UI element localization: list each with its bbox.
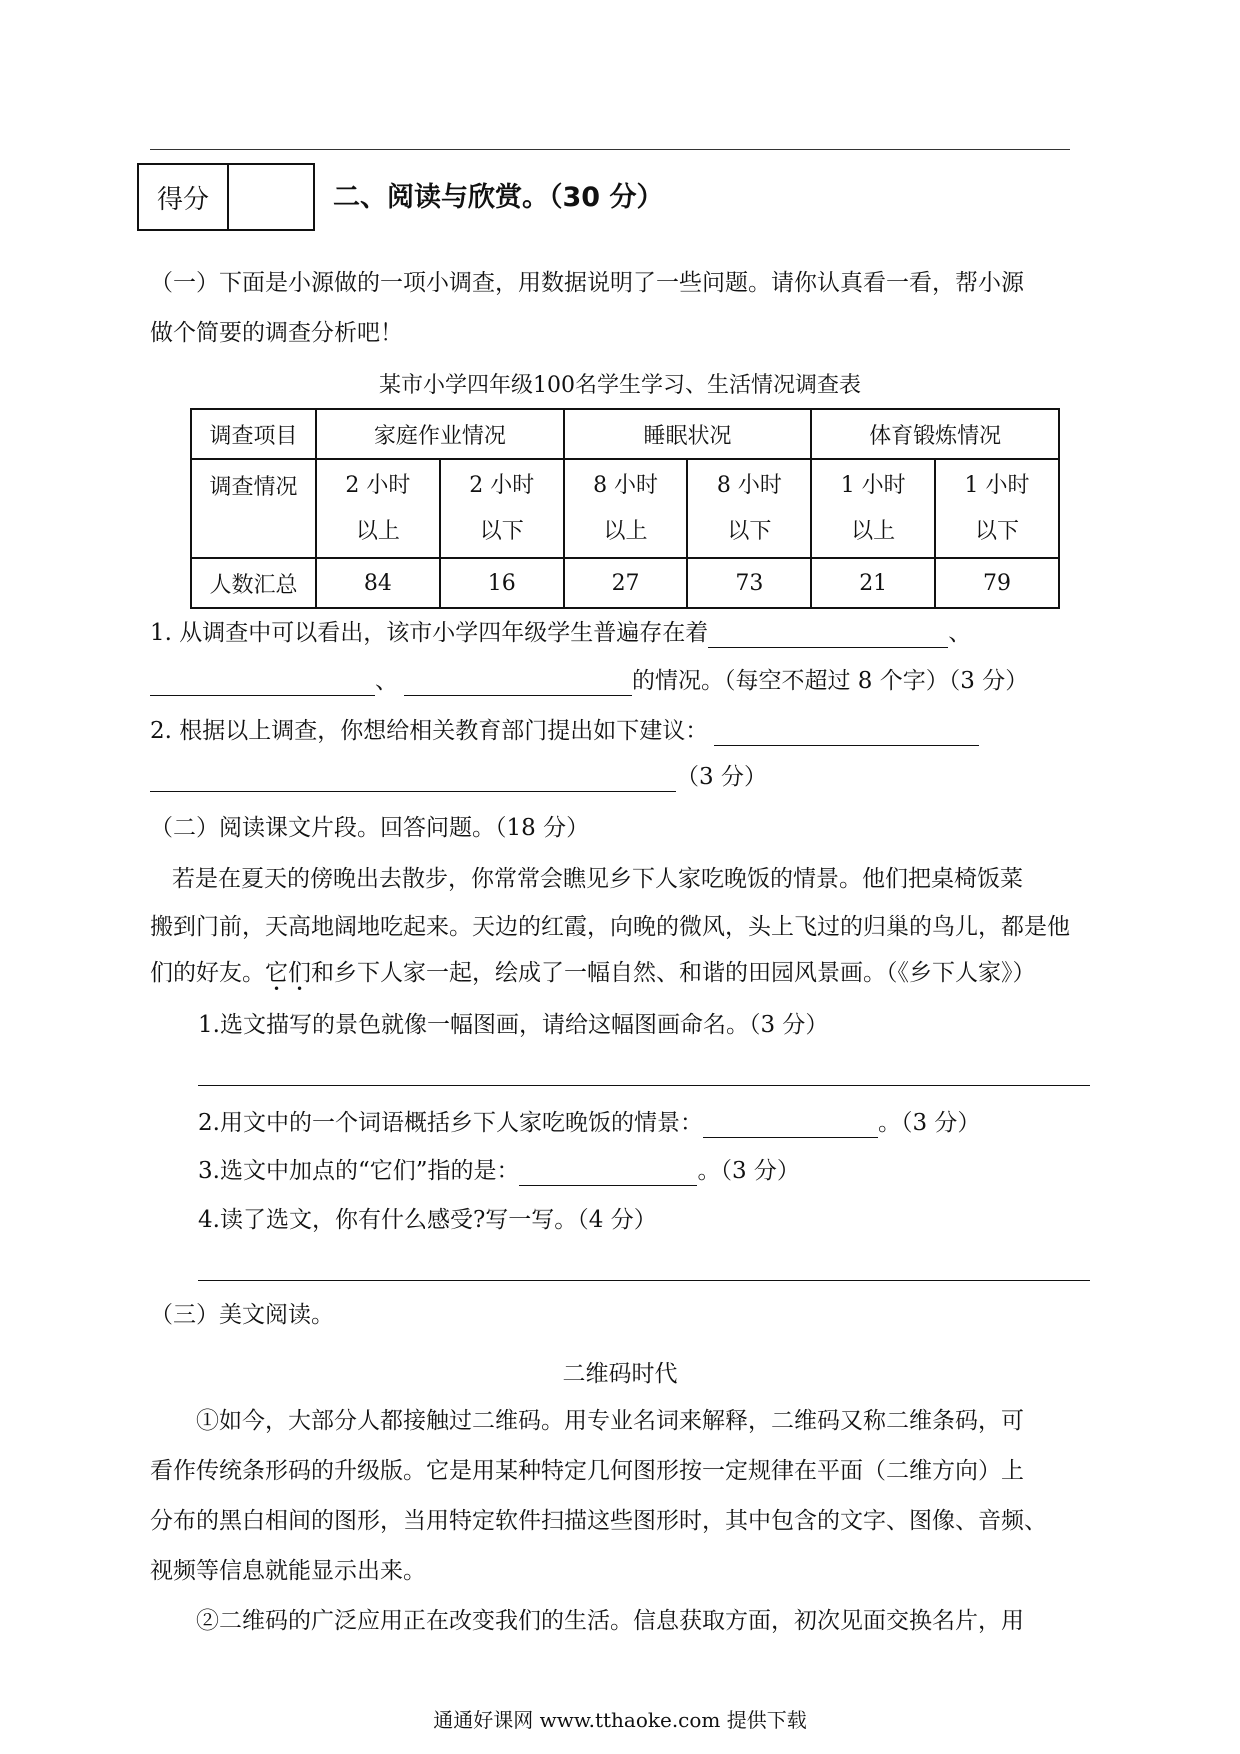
section-title: 二、阅读与欣赏。（30 分）: [333, 182, 664, 213]
table-cell: 27: [564, 558, 688, 608]
q-text: 2.用文中的一个词语概括乡下人家吃晚饭的情景：: [198, 1110, 703, 1136]
table-header-sleep: 睡眠状况: [564, 409, 812, 459]
cell-line: 以上: [355, 518, 400, 544]
score-value-field[interactable]: [229, 165, 313, 229]
emphasis-char: 们: [288, 960, 311, 986]
q2-line2: [150, 762, 767, 792]
part1-intro-line2: 做个简要的调查分析吧！: [150, 320, 403, 346]
article-line: 视频等信息就能显示出来。: [150, 1558, 426, 1584]
q2-text: 2. 根据以上调查，你想给相关教育部门提出如下建议：: [150, 718, 709, 744]
q1-tail: 的情况。（每空不超过 8 个字）（3 分）: [632, 668, 1029, 694]
emphasis-char: 它: [265, 960, 288, 986]
q-text: 3.选文中加点的“它们”指的是：: [198, 1158, 520, 1184]
part2-q3: [198, 1156, 800, 1186]
passage-text: 们的好友。: [150, 960, 265, 986]
part2-q2: [198, 1108, 980, 1138]
q1-blank-2[interactable]: [150, 669, 375, 696]
table-cell: [316, 459, 440, 558]
table-cell: 21: [811, 558, 935, 608]
article-line: 看作传统条形码的升级版。它是用某种特定几何图形按一定规律在平面（二维方向）上: [150, 1458, 1024, 1484]
part2-heading: （二）阅读课文片段。回答问题。（18 分）: [150, 815, 590, 841]
top-rule: [150, 149, 1070, 150]
table-header-exercise: 体育锻炼情况: [811, 409, 1059, 459]
score-label: 得分: [139, 165, 229, 229]
part3-heading: （三）美文阅读。: [150, 1302, 334, 1328]
passage-line: 若是在夏天的傍晚出去散步，你常常会瞧见乡下人家吃晚饭的情景。他们把桌椅饭菜: [172, 866, 1023, 892]
table-cell: [687, 459, 811, 558]
answer-line[interactable]: [198, 1280, 1090, 1281]
q1-sep: 、: [948, 620, 972, 646]
table-row-label: 调查情况: [191, 459, 316, 558]
cell-line: 1 小时: [964, 472, 1030, 498]
part2-q1: 1.选文描写的景色就像一幅图画，请给这幅图画命名。（3 分）: [198, 1012, 829, 1038]
cell-line: 8 小时: [716, 472, 782, 498]
q1-line1: [150, 618, 971, 648]
article-line: ②二维码的广泛应用正在改变我们的生活。信息获取方面，初次见面交换名片，用: [196, 1608, 1024, 1634]
passage-line: 搬到门前，天高地阔地吃起来。天边的红霞，向晚的微风，头上飞过的归巢的鸟儿，都是他: [150, 914, 1070, 940]
passage-line: [150, 958, 1036, 988]
table-cell: 73: [687, 558, 811, 608]
cell-line: 2 小时: [469, 472, 535, 498]
survey-table: [190, 408, 1060, 609]
article-line: 分布的黑白相间的图形，当用特定软件扫描这些图形时，其中包含的文字、图像、音频、: [150, 1508, 1047, 1534]
q1-text: 1. 从调查中可以看出，该市小学四年级学生普遍存在着: [150, 620, 709, 646]
cell-line: 1 小时: [840, 472, 906, 498]
q2-blank-2[interactable]: [150, 765, 676, 792]
part2-q4: 4.读了选文，你有什么感受?写一写。（4 分）: [198, 1207, 657, 1233]
q2-blank-1[interactable]: [714, 719, 979, 746]
part2-q2-blank[interactable]: [703, 1111, 878, 1138]
answer-line[interactable]: [198, 1085, 1090, 1086]
table-cell: [440, 459, 564, 558]
q1-blank-3[interactable]: [404, 669, 632, 696]
cell-line: 以下: [975, 518, 1020, 544]
score-box: [137, 163, 315, 231]
table-cell: [811, 459, 935, 558]
table-row-label: 人数汇总: [191, 558, 316, 608]
q1-sep: 、: [375, 668, 398, 694]
q1-blank-1[interactable]: [708, 621, 948, 648]
part1-intro-line1: （一）下面是小源做的一项小调查，用数据说明了一些问题。请你认真看一看，帮小源: [150, 270, 1024, 296]
table-cell: 84: [316, 558, 440, 608]
part2-q3-blank[interactable]: [519, 1159, 697, 1186]
table-cell: 79: [935, 558, 1059, 608]
cell-line: 2 小时: [345, 472, 411, 498]
table-caption: 某市小学四年级100名学生学习、生活情况调查表: [379, 373, 861, 398]
q-score: 。（3 分）: [877, 1110, 981, 1136]
table-header-item: 调查项目: [191, 409, 316, 459]
q2-score: （3 分）: [676, 764, 767, 790]
article-line: ①如今，大部分人都接触过二维码。用专业名词来解释，二维码又称二维条码，可: [196, 1408, 1024, 1434]
q-score: 。（3 分）: [697, 1158, 800, 1184]
cell-line: 以下: [479, 518, 524, 544]
cell-line: 8 小时: [593, 472, 659, 498]
table-cell: [935, 459, 1059, 558]
cell-line: 以上: [603, 518, 648, 544]
q2-line1: [150, 716, 979, 746]
passage-text: 和乡下人家一起，绘成了一幅自然、和谐的田园风景画。（《乡下人家》）: [311, 960, 1036, 986]
table-cell: 16: [440, 558, 564, 608]
q1-line2: [150, 666, 1028, 696]
cell-line: 以下: [727, 518, 772, 544]
page-footer: 通通好课网 www.tthaoke.com 提供下载: [433, 1708, 807, 1732]
cell-line: 以上: [851, 518, 896, 544]
table-header-homework: 家庭作业情况: [316, 409, 564, 459]
table-cell: [564, 459, 688, 558]
article-title: 二维码时代: [562, 1361, 678, 1387]
